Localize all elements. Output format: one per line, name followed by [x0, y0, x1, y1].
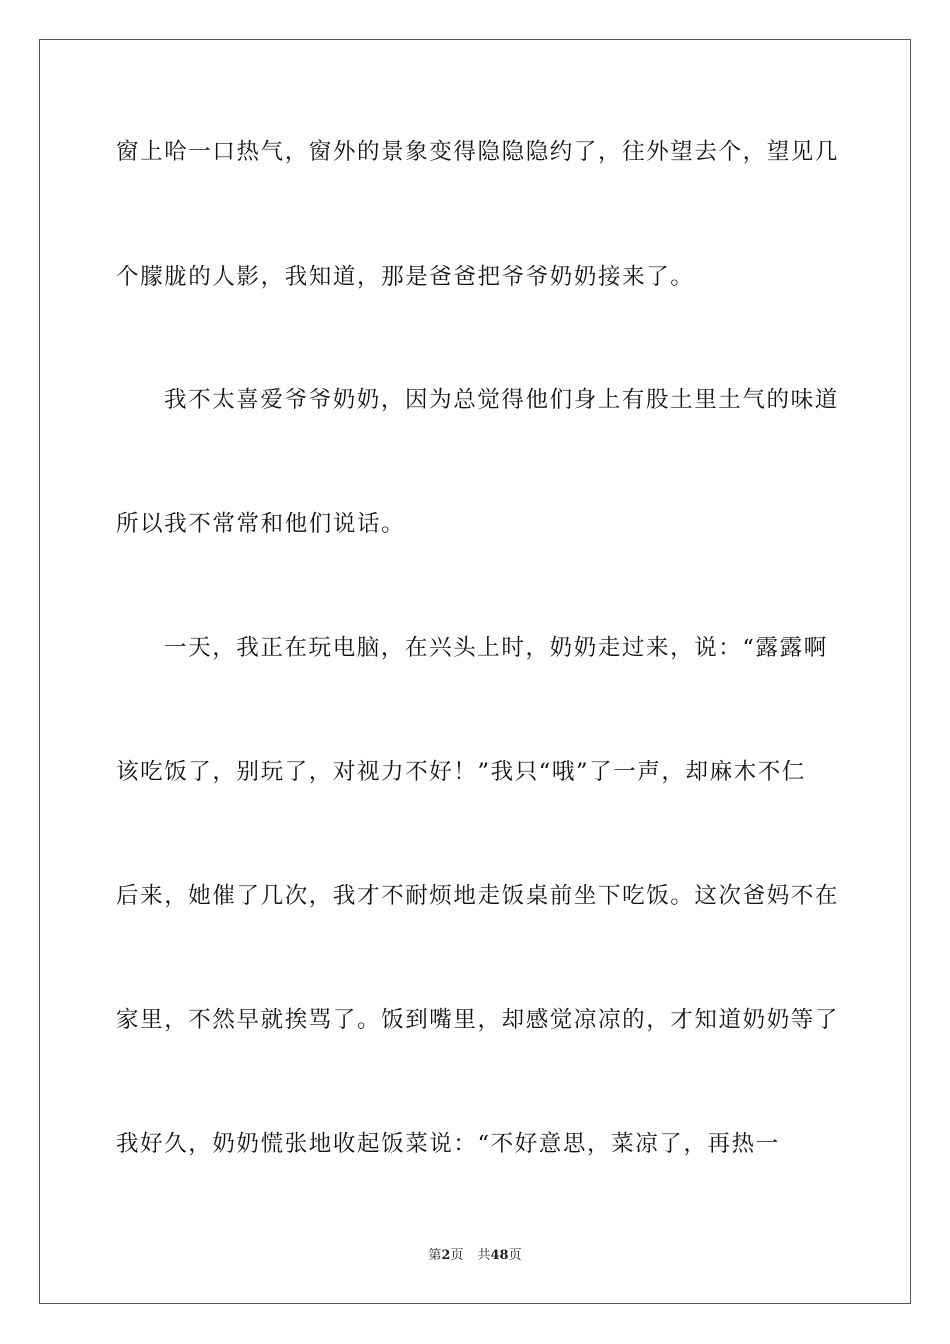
text-line: 我好久，奶奶慌张地收起饭菜说：“不好意思，菜凉了，再热一 [116, 1131, 780, 1157]
text-line: 后来，她催了几次，我才不耐烦地走饭桌前坐下吃饭。这次爸妈不在 [116, 883, 840, 909]
text-line: 家里，不然早就挨骂了。饭到嘴里，却感觉凉凉的，才知道奶奶等了 [116, 1007, 840, 1033]
text-line: 该吃饭了，别玩了，对视力不好！”我只“哦”了一声，却麻木不仁 [116, 759, 807, 785]
page-border [39, 39, 911, 1304]
paragraph-first-line: 我不太喜爱爷爷奶奶，因为总觉得他们身上有股土里土气的味道 [164, 387, 839, 413]
total-prefix: 共 [477, 1248, 491, 1263]
total-pages: 48 [490, 1248, 509, 1263]
text-line: 个朦胧的人影，我知道，那是爸爸把爷爷奶奶接来了。 [116, 264, 695, 290]
text-line: 窗上哈一口热气，窗外的景象变得隐隐隐约了，往外望去个，望见几 [116, 139, 840, 165]
paragraph-first-line: 一天，我正在玩电脑，在兴头上时，奶奶走过来，说：“露露啊 [164, 635, 828, 661]
total-suffix: 页 [508, 1248, 522, 1263]
text-line: 所以我不常常和他们说话。 [116, 511, 406, 537]
page-prefix: 第 [428, 1248, 442, 1263]
page-number: 2 [441, 1248, 451, 1263]
page-footer [0, 1247, 950, 1265]
page-suffix: 页 [450, 1248, 464, 1263]
